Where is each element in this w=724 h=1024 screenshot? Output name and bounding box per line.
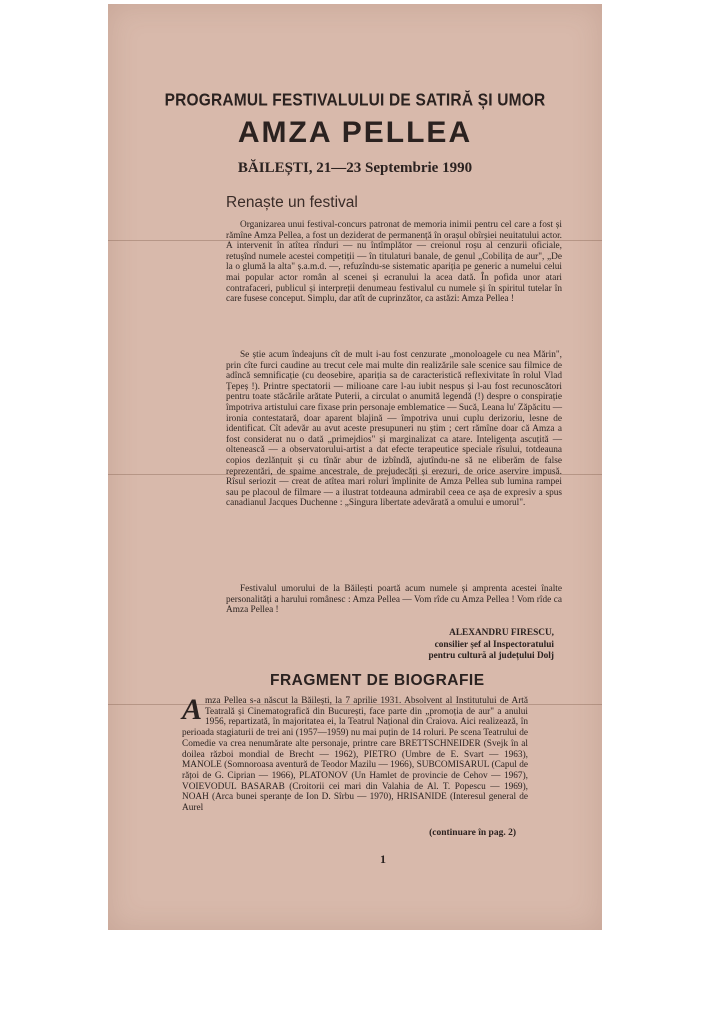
article-paragraph-2: Se știe acum îndeajuns cît de mult i-au fost cenzurate „monoloagele cu nea Mărin", prin cîte furci caudine au trecut cele mai multe din realizările sale scenice sau filmice de adîncă semnificație (cu deosebire, apariția sa de caracteristică reflexivitate în rolul Vlad Țepeș !). Printre spectatorii — milioane care l-au iubit nespus și l-au fost recunoscători pentru toate stăcările arătate Puterii, a circulat o anumită legendă (!) despre o conspirație împotriva artistului care fixase prin personaje emblematice — Sucă, Leana lu' Zăpăcitu — ironia contestatară, doar aparent blajină — împotriva unui cuplu derizoriu, lesne de identificat. Cît adevăr au avut aceste presupuneri nu știm ; cert rămîne doar că Amza a fost considerat nu o dată „primejdios" și marginalizat ca atare. Inteligența ascuțită — olteneascǎ — a observatorului-artist a dat efecte terapeutice speciale rîsului, totdeauna copios dezlănțuit și cu tînăr abur de izbîndǎ, ajutîndu-ne să ne eliberăm de false reprezentări, de spaime ancestrale, de prejudecăți și erezuri, de orice aservire impusă. Rîsul seriozit — creat de atîtea mari roluri împlinite de Amza Pellea sub lumina rampei sau pe placoul de filmare — a ilustrat totdeauna admirabil ceea ce așa de expresiv a spus canadianul Jacques Duchenne : „Singura libertate adevărată a omului e umorul".: [226, 350, 562, 509]
page-number: 1: [380, 852, 386, 866]
author-name: ALEXANDRU FIRESCU,: [449, 628, 554, 638]
festival-program-heading: PROGRAMUL FESTIVALULUI DE SATIRĂ ȘI UMOR: [164, 90, 546, 111]
drop-cap-letter: A: [182, 693, 203, 726]
festival-name-title: AMZA PELLEA: [237, 116, 473, 149]
biography-title: FRAGMENT DE BIOGRAFIE: [270, 672, 485, 689]
biography-text-block: [182, 693, 528, 824]
author-role-line-2: pentru cultură al județului Dolj: [428, 651, 554, 661]
article-title: Renaște un festival: [226, 194, 358, 211]
program-leaflet: [108, 4, 602, 930]
continued-note: (continuare în pag. 2): [429, 828, 516, 838]
place-and-date: BĂILEȘTI, 21—23 Septembrie 1990: [237, 160, 473, 176]
article-paragraph-3: Festivalul umorului de la Băilești poartă acum numele și amprenta acestei înalte personalități a harului românesc : Amza Pellea — Vom rîde cu Amza Pellea ! Vom rîde ca Amza Pellea !: [226, 584, 562, 616]
article-paragraph-1: Organizarea unui festival-concurs patronat de memoria inimii pentru cel care a fost și rămîne Amza Pellea, a fost un deziderat de permanență în orașul obîrșiei neuitatului actor. A intervenit în atîtea rînduri — nu întîmplător — creionul roșu al cenzurii oficiale, retușînd numele acestei competiții — în titulaturi banale, de genul „Cobilița de aur", „De la o glumă la alta" ș.a.m.d. —, refuzîndu-se sistematic apariția pe generic a numelui celui mai popular actor român al scenei și ecranului la acea dată. În pofida unor atari contrafaceri, publicul și interpreții denumeau festivalul cu numele și în spiritul tutelar în care fusese conceput. Simplu, dar atît de cuprinzător, ca astăzi: Amza Pellea !: [226, 220, 562, 305]
biography-text: mza Pellea s-a născut la Băilești, la 7 aprilie 1931. Absolvent al Institutului de Artă Teatrală și Cinematografică din București, face parte din „promoția de aur" a anului 1956, repartizată, în majoritatea ei, la Teatrul Național din Craiova. Aici realizează, în perioada stagiaturii de trei ani (1957—1959) nu mai puțin de 14 roluri. Pe scena Teatrului de Comedie va crea nenumărate alte personaje, printre care BRETTSCHNEIDER (Svejk în al doilea război mondial de Brecht — 1962), PIETRO (Umbre de E. Svart — 1963), MANOLE (Somnoroasa aventură de Teodor Mazilu — 1966), SUBCOMISARUL (Capul de rățoi de G. Ciprian — 1966), PLATONOV (Un Hamlet de provincie de Cehov — 1967), VOIEVODUL BASARAB (Croitorii cei mari din Valahia de Al. T. Popescu — 1969), NOAH (Arca bunei speranțe de Ion D. Sîrbu — 1970), HRISANIDE (Interesul general de Aurel: [182, 696, 528, 814]
author-role-line-1: consilier șef al Inspectoratului: [434, 640, 554, 650]
